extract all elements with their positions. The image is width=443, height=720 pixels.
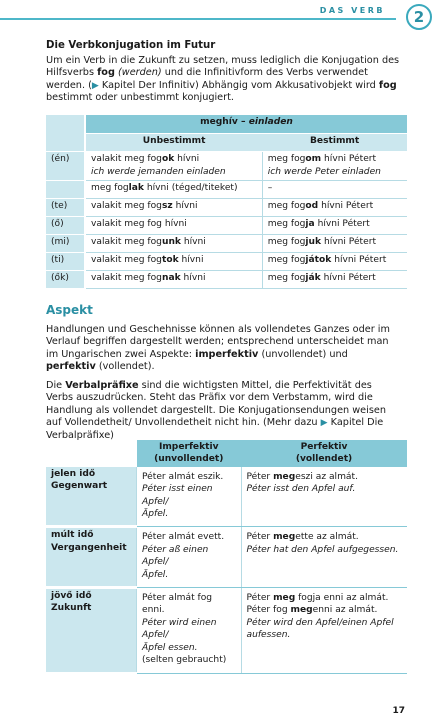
aspekt-paragraph-1 xyxy=(46,324,400,374)
form-pre: meg fog xyxy=(267,273,306,283)
aspekt-imperf-gloss: (unvollendet) und xyxy=(261,348,348,360)
col-perfektiv-sub: (vollendet) xyxy=(295,454,353,465)
perfektiv-cell xyxy=(241,588,407,673)
form-post: hívni xyxy=(178,255,204,265)
table-row xyxy=(46,527,407,588)
imperf-gloss: Äpfel. xyxy=(142,509,169,520)
aspekt-text-2a: Die xyxy=(46,380,63,391)
conjugation-table xyxy=(46,115,407,289)
tense-de: Zukunft xyxy=(51,603,92,614)
imperf-gloss: Péter wird einen Apfel/ xyxy=(142,617,217,641)
form-pre: meg fog xyxy=(267,237,306,247)
imperfektiv-cell xyxy=(137,588,242,673)
form-post: hívni Pétert xyxy=(331,255,387,265)
tense-de: Gegenwart xyxy=(51,481,108,492)
bestimmt-cell xyxy=(262,271,407,289)
tense-label xyxy=(46,467,137,527)
form-pre: meg fog xyxy=(267,219,306,229)
arrow-icon: ▶ xyxy=(91,80,99,91)
form-pre: valakit meg fog xyxy=(91,273,162,283)
table-row xyxy=(46,181,407,199)
form-pre: meg fog xyxy=(267,154,306,164)
pronoun: (ők) xyxy=(46,271,85,289)
table-row xyxy=(46,199,407,217)
bestimmt-cell xyxy=(262,235,407,253)
col-bestimmt: Bestimmt xyxy=(262,134,407,152)
imperf-example: Péter almát fog enni. xyxy=(142,593,213,616)
table-row xyxy=(46,467,407,527)
aspekt-verbalpraefixe: Verbalpräfixe xyxy=(65,380,139,391)
form-pre: meg fog xyxy=(267,201,306,211)
perf-gloss: Péter hat den Apfel aufgegessen. xyxy=(246,544,399,555)
form-ending: játok xyxy=(305,255,332,265)
perf-prefix: meg xyxy=(273,532,296,543)
form-ending: sz xyxy=(161,201,173,211)
perf-prefix: meg xyxy=(290,605,313,616)
imperfektiv-cell xyxy=(137,527,242,588)
perf-gloss: Péter wird den Apfel/einen Apfel aufessen. xyxy=(246,617,394,641)
intro-text-1: Um ein Verb in die Zukunft zu setzen, muss lediglich die Konjugation des Hilfsverbs xyxy=(46,55,400,79)
pronoun: (ti) xyxy=(46,253,85,271)
form-ending: lak xyxy=(128,183,144,193)
form-ending: ok xyxy=(161,154,175,164)
form-post: hívni xyxy=(180,237,206,247)
verb-name: meghív xyxy=(200,117,238,127)
arrow-icon: ▶ xyxy=(320,418,328,429)
intro-text-3: Kapitel Der Infinitiv) Abhängig vom Akkusativobjekt wird xyxy=(101,79,376,91)
col-perfektiv-title: Perfektiv xyxy=(300,442,348,452)
tense-hu: múlt idő xyxy=(51,530,94,541)
intro-fog-2: fog xyxy=(378,79,397,91)
intro-text-4: bestimmt oder unbestimmt konjugiert. xyxy=(46,92,234,104)
perfektiv-cell xyxy=(241,527,407,588)
intro-paragraph: Um ein Verb in die Zukunft zu setzen, muss lediglich die Konjugation des Hilfsverbs fog (werden) und die Infinitivform des Verbs verwendet werden. (▶ Kapitel Der Infinitiv) Abhängig vom Akkusativobjekt wird fog bestimmt oder unbestimmt konjugiert. xyxy=(46,55,400,104)
form-ending: nak xyxy=(161,273,181,283)
unbestimmt-cell xyxy=(85,217,262,235)
form-post: hívni Pétert xyxy=(320,273,376,283)
pronoun xyxy=(46,181,85,199)
form-post: hívni Pétert xyxy=(314,219,370,229)
pronoun: (ő) xyxy=(46,217,85,235)
aspekt-heading: Aspekt xyxy=(46,303,93,317)
imperf-gloss: Äpfel. xyxy=(142,569,169,580)
form-gloss: ich werde Peter einladen xyxy=(267,167,381,177)
imperf-gloss: Péter aß einen Apfel/ xyxy=(142,544,209,568)
pronoun: (én) xyxy=(46,152,85,181)
bestimmt-cell xyxy=(262,152,407,181)
table-row xyxy=(46,235,407,253)
imperfektiv-cell xyxy=(137,467,242,527)
corner-cell xyxy=(46,440,137,467)
table-row xyxy=(46,152,407,181)
unbestimmt-cell xyxy=(85,199,262,217)
form-pre: valakit meg fog xyxy=(91,237,162,247)
aspect-table xyxy=(46,440,407,675)
imperf-example: Péter almát evett. xyxy=(142,532,225,543)
aspekt-perf-gloss: (vollendet). xyxy=(98,361,155,373)
perf-post: ette az almát. xyxy=(295,532,359,543)
perf-pre: Péter fog xyxy=(246,605,291,616)
perf-pre: Péter xyxy=(246,471,274,482)
imperf-note: (selten gebraucht) xyxy=(142,655,227,666)
chapter-badge: 2 xyxy=(406,4,432,30)
tense-label xyxy=(46,527,137,588)
col-imperfektiv-title: Imperfektiv xyxy=(158,442,219,452)
form-post: hívni Pétert xyxy=(321,154,377,164)
header-label: DAS VERB xyxy=(319,6,385,15)
form-pre: valakit meg fog hívni xyxy=(91,219,187,229)
perf-prefix: meg xyxy=(273,593,296,604)
section-title: Die Verbkonjugation im Futur xyxy=(46,40,216,51)
perf-prefix: meg xyxy=(273,471,296,482)
verb-header: meghív – einladen xyxy=(85,115,407,134)
imperf-gloss: Péter isst einen Apfel/ xyxy=(142,484,213,507)
col-imperfektiv-sub: (unvollendet) xyxy=(154,454,224,465)
perf-post: fogja enni az almát. xyxy=(295,593,389,604)
aspekt-paragraph-2 xyxy=(46,380,400,442)
perf-pre: Péter xyxy=(246,532,274,543)
intro-werden: (werden) xyxy=(118,67,162,79)
pronoun: (mi) xyxy=(46,235,85,253)
form-pre: valakit meg fog xyxy=(91,201,162,211)
table-row xyxy=(46,588,407,673)
form-ending: juk xyxy=(305,237,322,247)
form-ending: unk xyxy=(161,237,181,247)
form-pre: – xyxy=(267,183,273,193)
form-ending: od xyxy=(305,201,319,211)
form-pre: meg fog xyxy=(267,255,306,265)
form-ending: tok xyxy=(161,255,179,265)
tense-label xyxy=(46,588,137,673)
imperf-gloss: Äpfel essen. xyxy=(142,642,198,653)
bestimmt-cell xyxy=(262,217,407,235)
form-post: hívni xyxy=(174,154,200,164)
intro-text-2: und die Infinitivform des Verbs verwendet werden. xyxy=(46,67,368,91)
table-row xyxy=(46,253,407,271)
form-pre: meg fog xyxy=(91,183,129,193)
col-unbestimmt: Unbestimmt xyxy=(85,134,262,152)
tense-hu: jövő idő xyxy=(51,591,92,602)
unbestimmt-cell xyxy=(85,181,262,199)
form-pre: valakit meg fog xyxy=(91,154,162,164)
page-number: 17 xyxy=(392,706,405,716)
form-post: hívni (téged/titeket) xyxy=(143,183,238,193)
imperf-example: Péter almát eszik. xyxy=(142,471,224,482)
form-ending: ja xyxy=(305,219,315,229)
table-row xyxy=(46,217,407,235)
header-rule xyxy=(0,18,396,20)
tense-hu: jelen idő xyxy=(51,468,96,479)
perfektiv-cell xyxy=(241,467,407,527)
corner-cell xyxy=(46,115,85,152)
aspekt-imperf: imperfektiv xyxy=(195,348,259,360)
verb-gloss: einladen xyxy=(248,117,293,127)
aspekt-perf: perfektiv xyxy=(46,361,96,373)
bestimmt-cell xyxy=(262,199,407,217)
form-post: hívni Pétert xyxy=(318,201,374,211)
form-ending: ják xyxy=(305,273,321,283)
bestimmt-cell xyxy=(262,253,407,271)
tense-de: Vergangenheit xyxy=(51,542,127,553)
unbestimmt-cell xyxy=(85,152,262,181)
form-pre: valakit meg fog xyxy=(91,255,162,265)
perf-gloss: Péter isst den Apfel auf. xyxy=(246,484,356,495)
unbestimmt-cell xyxy=(85,235,262,253)
aspekt-text-1: Handlungen und Geschehnisse können als vollendetes Ganzes oder im Verlauf begriffen dargestellt werden; entsprechend unterscheidet man im Ungarischen zwei Aspekte: xyxy=(46,324,390,360)
aspekt-text-2c: Kapitel Die Verbalpräfixe) xyxy=(46,417,384,441)
table-row xyxy=(46,271,407,289)
col-perfektiv xyxy=(241,440,407,467)
perf-post: eszi az almát. xyxy=(295,471,358,482)
bestimmt-cell xyxy=(262,181,407,199)
intro-fog: fog xyxy=(97,67,115,79)
pronoun: (te) xyxy=(46,199,85,217)
perf-post: enni az almát. xyxy=(312,605,378,616)
form-post: hívni xyxy=(180,273,206,283)
col-imperfektiv xyxy=(137,440,242,467)
unbestimmt-cell xyxy=(85,271,262,289)
form-post: hívni xyxy=(172,201,198,211)
form-post: hívni Pétert xyxy=(321,237,377,247)
form-gloss: ich werde jemanden einladen xyxy=(91,167,226,177)
perf-pre: Péter xyxy=(246,593,274,604)
aspekt-text-2b: sind die wichtigsten Mittel, die Perfektivität des Verbs auszudrücken. Steht das Präfix vor dem Verbstamm, wird die Handlung als vollendet dargestellt. Die Konjugationsendungen weisen auf Vollendetheit/ Unvollendetheit nicht hin. (Mehr dazu xyxy=(46,380,386,429)
form-ending: om xyxy=(305,154,322,164)
unbestimmt-cell xyxy=(85,253,262,271)
